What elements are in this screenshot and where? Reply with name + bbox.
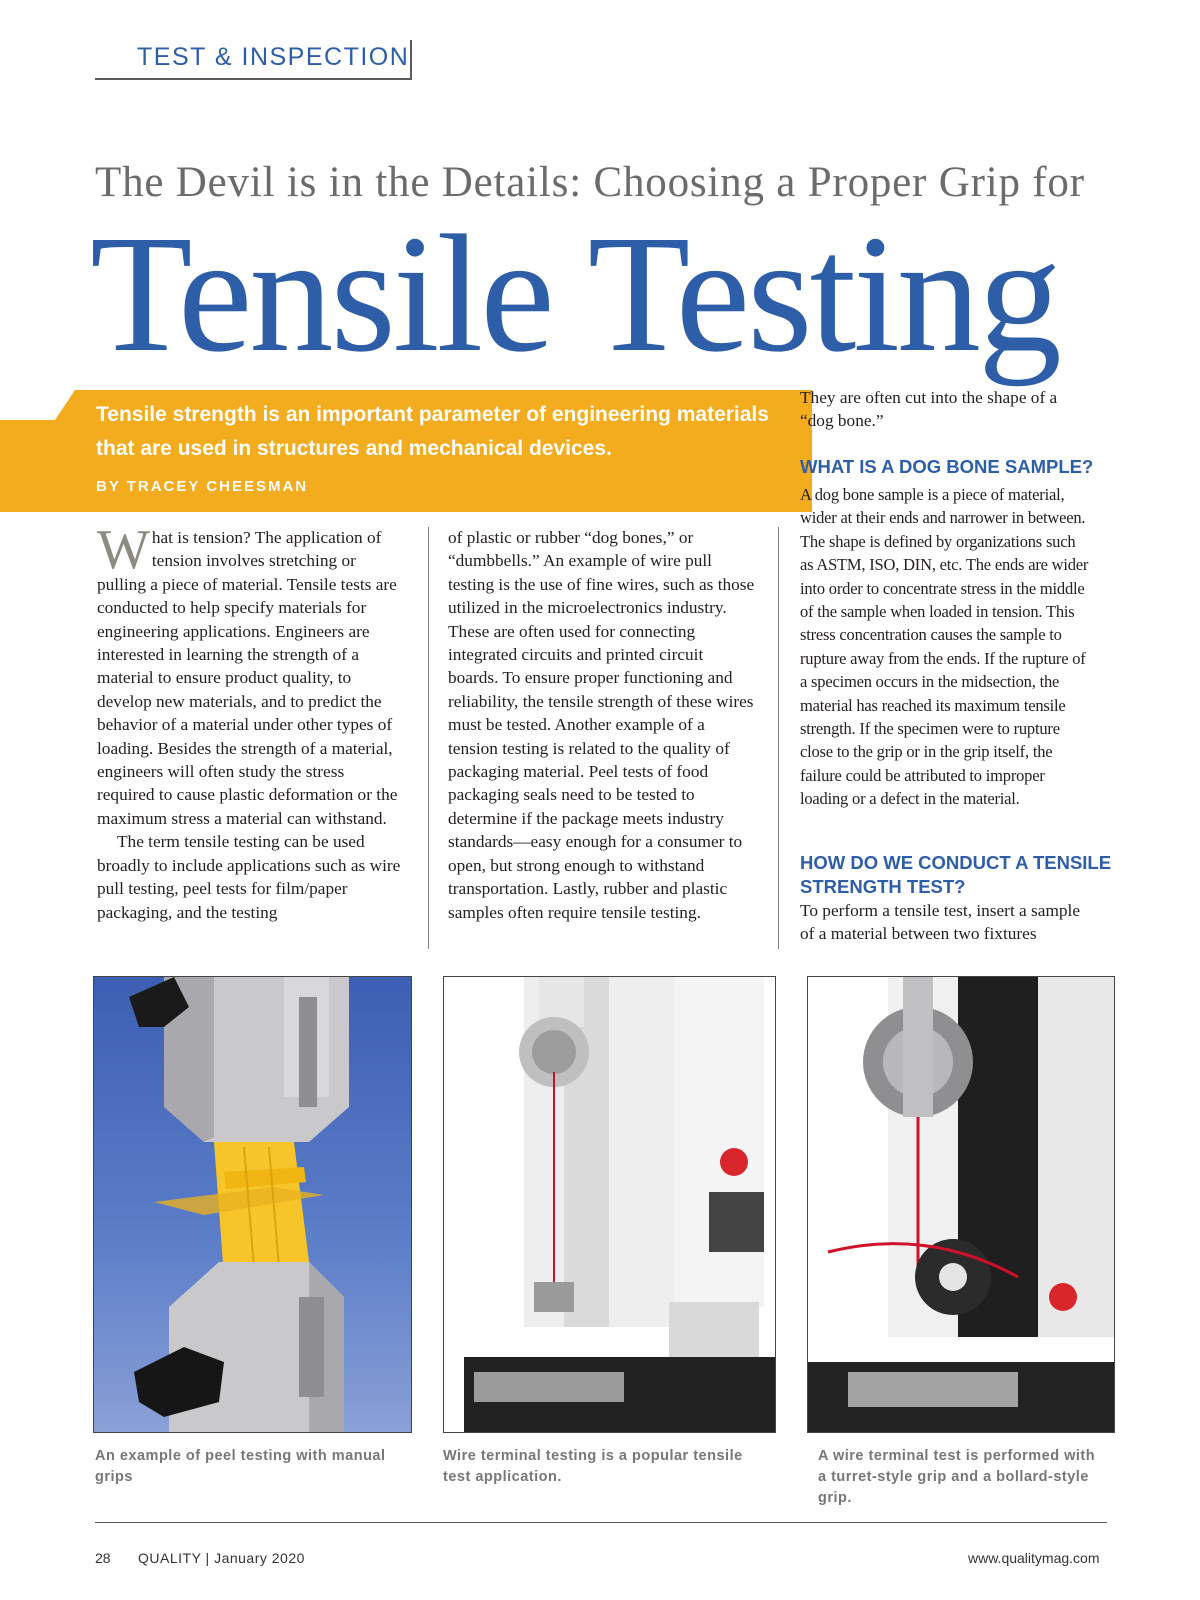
peel-test-illustration <box>94 977 411 1432</box>
subhead-dog-bone: WHAT IS A DOG BONE SAMPLE? <box>800 456 1094 477</box>
section-header <box>95 40 412 80</box>
section-label: TEST & INSPECTION <box>137 43 410 71</box>
body-column-2 <box>448 526 756 924</box>
article-title: Tensile Testing <box>90 201 1059 387</box>
paragraph: The term tensile testing can be used broadly to include applications such as wire pull testing, peel tests for film/paper packaging, and the testing <box>97 832 401 922</box>
footer-divider <box>95 1522 1107 1523</box>
paragraph <box>97 519 405 830</box>
turret-grip-photo <box>807 976 1115 1433</box>
website-link[interactable]: www.qualitymag.com <box>968 1550 1100 1566</box>
body-column-3 <box>800 483 1090 811</box>
wire-terminal-test-photo <box>443 976 776 1433</box>
body-column-1 <box>97 519 405 924</box>
column-divider <box>778 527 779 949</box>
wire-terminal-illustration <box>444 977 775 1432</box>
paragraph-text: hat is tension? The application of tension involves stretching or pulling a piece of material. Tensile tests are conducted to help specify materials for engineering applications. Engineers are interested in learning the strength of a material to ensure product quality, to develop new materials, and to predict the behavior of a material under other types of loading. Besides the strength of a material, engineers will often study the stress required to cause plastic deformation or the maximum stress a material can withstand. <box>97 528 398 828</box>
page-number: 28 <box>95 1550 111 1566</box>
subhead-conduct-test: HOW DO WE CONDUCT A TENSILE STRENGTH TEST? <box>800 852 1112 897</box>
magazine-issue: QUALITY | January 2020 <box>138 1550 305 1566</box>
paragraph: A dog bone sample is a piece of material, wider at their ends and narrower in between. The shape is defined by organizations such as ASTM, ISO, DIN, etc. The ends are wider into order to concentrate stress in the middle of the sample when loaded in tension. This stress concentration causes the sample to rupture away from the ends. If the rupture of a specimen occurs in the midsection, the material has reached its maximum tensile strength. If the specimen were to rupture close to the grip or in the grip itself, the failure could be attributed to improper loading or a defect in the material. <box>800 485 1089 809</box>
column-divider <box>428 527 429 949</box>
body-column-3-end: To perform a tensile test, insert a sample of a material between two fixtures <box>800 901 1081 944</box>
drop-cap: W <box>97 519 150 581</box>
deck-text: Tensile strength is an important parameter of engineering materials that are used in structures and mechanical devices. <box>96 403 769 460</box>
body-column-3-lead: They are often cut into the shape of a “dog bone.” <box>800 388 1058 431</box>
article-subtitle: The Devil is in the Details: Choosing a Proper Grip for <box>95 159 1085 206</box>
paragraph: of plastic or rubber “dog bones,” or “dumbbells.” An example of wire pull testing is the use of fine wires, such as those utilized in the microelectronics industry. These are often used for connecting integrated circuits and printed circuit boards. To ensure proper functioning and reliability, the tensile strength of these wires must be tested. Another example of a tension testing is related to the quality of packaging material. Peel tests of food packaging seals need to be tested to determine if the package meets industry standards—easy enough for a consumer to open, but strong enough to withstand transportation. Lastly, rubber and plastic samples often require tensile testing. <box>448 528 755 922</box>
photo-caption-3: A wire terminal test is performed with a turret-style grip and a bollard-style grip. <box>818 1448 1096 1506</box>
turret-grip-illustration <box>808 977 1114 1432</box>
peel-test-photo <box>93 976 412 1433</box>
byline: BY TRACEY CHEESMAN <box>96 478 309 495</box>
photo-caption-2: Wire terminal testing is a popular tensile test application. <box>443 1448 743 1485</box>
photo-caption-1: An example of peel testing with manual grips <box>95 1448 386 1485</box>
